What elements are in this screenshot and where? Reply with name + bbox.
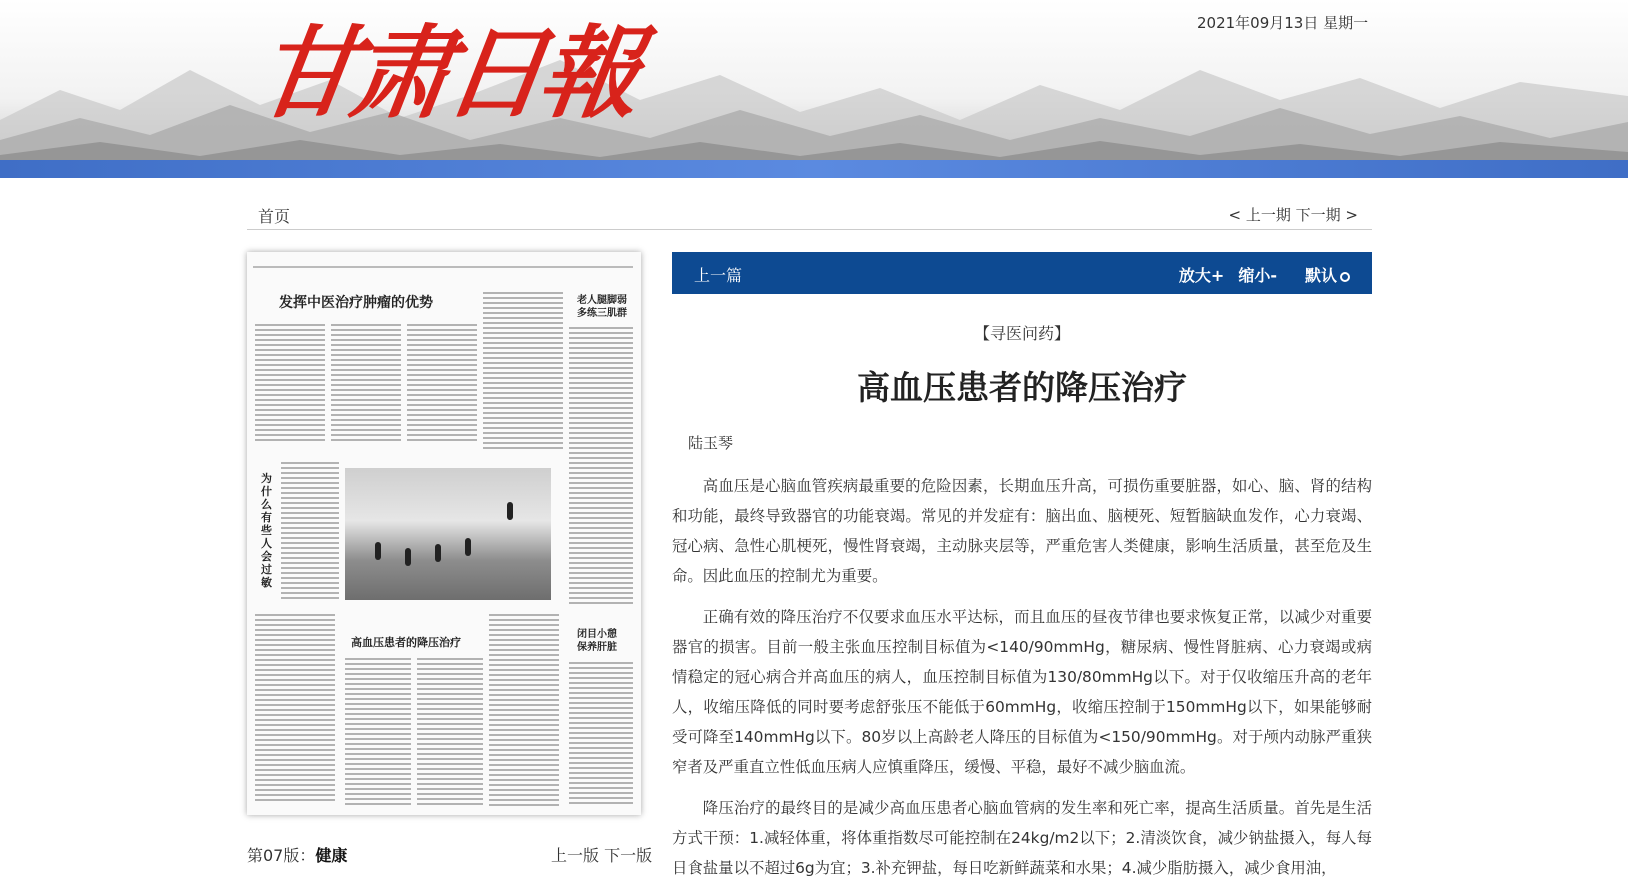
thumb-headline-side-top[interactable]: 老人腿脚弱 多练三肌群	[577, 295, 627, 319]
thumb-headline-bottom[interactable]: 高血压患者的降压治疗	[351, 636, 461, 649]
thumb-text-column	[569, 662, 633, 806]
thumb-text-column	[489, 614, 559, 806]
thumb-headline-side-bottom[interactable]: 闭目小憩 保养肝脏	[577, 629, 617, 653]
default-size-label: 默认	[1304, 266, 1337, 285]
top-nav	[247, 195, 1372, 230]
thumb-text-column	[255, 614, 335, 804]
header-stripe	[0, 160, 1628, 178]
thumb-text-column	[281, 462, 339, 602]
circle-icon	[1340, 272, 1350, 282]
font-size-controls	[1165, 263, 1350, 286]
thumb-text-column	[483, 292, 563, 452]
mountain-landscape-illustration	[0, 0, 1628, 178]
zoom-out-button[interactable]: 缩小-	[1238, 266, 1277, 285]
zoom-in-button[interactable]: 放大+	[1178, 266, 1225, 285]
thumb-top-rule	[253, 266, 633, 268]
page-section: 健康	[315, 846, 348, 865]
issue-nav-links[interactable]: < 上一期 下一期 >	[1228, 206, 1358, 224]
article-paragraph: 降压治疗的最终目的是减少高血压患者心脑血管病的发生率和死亡率，提高生活质量。首先是生活方式干预：1.减轻体重，将体重指数尽可能控制在24kg/m2以下；2.清淡饮食，减少钠盐摄入，每人每日食盐量以不超过6g为宜；3.补充钾盐，每日吃新鲜蔬菜和水果；4.减少脂肪摄入，减少食用油，	[672, 799, 1372, 877]
thumb-headline-main[interactable]: 发挥中医治疗肿瘤的优势	[279, 295, 433, 311]
page-label	[247, 843, 347, 866]
issue-date: 2021年09月13日 星期一	[1197, 14, 1369, 32]
thumb-text-column	[407, 324, 477, 442]
thumb-text-column	[569, 327, 633, 607]
thumb-text-column	[255, 324, 325, 442]
prev-article-link[interactable]: 上一篇	[694, 266, 743, 285]
article-toolbar	[672, 252, 1372, 294]
newspaper-page-thumbnail[interactable]	[247, 252, 641, 815]
article-title: 高血压患者的降压治疗	[857, 368, 1187, 407]
page-nav-links[interactable]: 上一版 下一版	[551, 846, 653, 865]
thumb-text-column	[331, 324, 401, 442]
article-author: 陆玉琴	[688, 434, 734, 452]
article-paragraph: 高血压是心脑血管疾病最重要的危险因素，长期血压升高，可损伤重要脏器，如心、脑、肾的结构和功能，最终导致器官的功能衰竭。常见的并发症有：脑出血、脑梗死、短暂脑缺血发作，心力衰竭、冠心病、急性心肌梗死，慢性肾衰竭，主动脉夹层等，严重危害人类健康，影响生活质量，甚至危及生命。因此血压的控制尤为重要。	[672, 477, 1372, 585]
page-number: 第07版：	[247, 846, 316, 865]
thumb-headline-vertical[interactable]: 为什么有些人会过敏	[261, 472, 272, 589]
gansu-daily-logo[interactable]: 甘肃日報	[249, 14, 643, 132]
thumb-photo-soccer	[345, 468, 551, 600]
article-column: 【寻医问药】	[973, 324, 1070, 343]
home-link[interactable]: 首页	[258, 207, 291, 226]
header-banner	[0, 0, 1628, 178]
default-size-button[interactable]	[1291, 266, 1350, 285]
article-paragraph: 正确有效的降压治疗不仅要求血压水平达标，而且血压的昼夜节律也要求恢复正常，以减少对重要器官的损害。目前一般主张血压控制目标值为<140/90mmHg，糖尿病、慢性肾脏病、心力衰竭或病情稳定的冠心病合并高血压的病人，血压控制目标值为130/80mmHg以下。对于仅收缩压升高的老年人，收缩压降低的同时要考虑舒张压不能低于60mmHg，收缩压控制于150mmHg以下，如果能够耐受可降至140mmHg以下。80岁以上高龄老人降压的目标值为<150/90mmHg。对于颅内动脉严重狭窄者及严重直立性低血压病人应慎重降压，缓慢、平稳，最好不减少脑血流。	[672, 608, 1372, 776]
thumb-text-column	[417, 658, 483, 806]
thumb-text-column	[345, 658, 411, 806]
article-body	[672, 471, 1372, 894]
